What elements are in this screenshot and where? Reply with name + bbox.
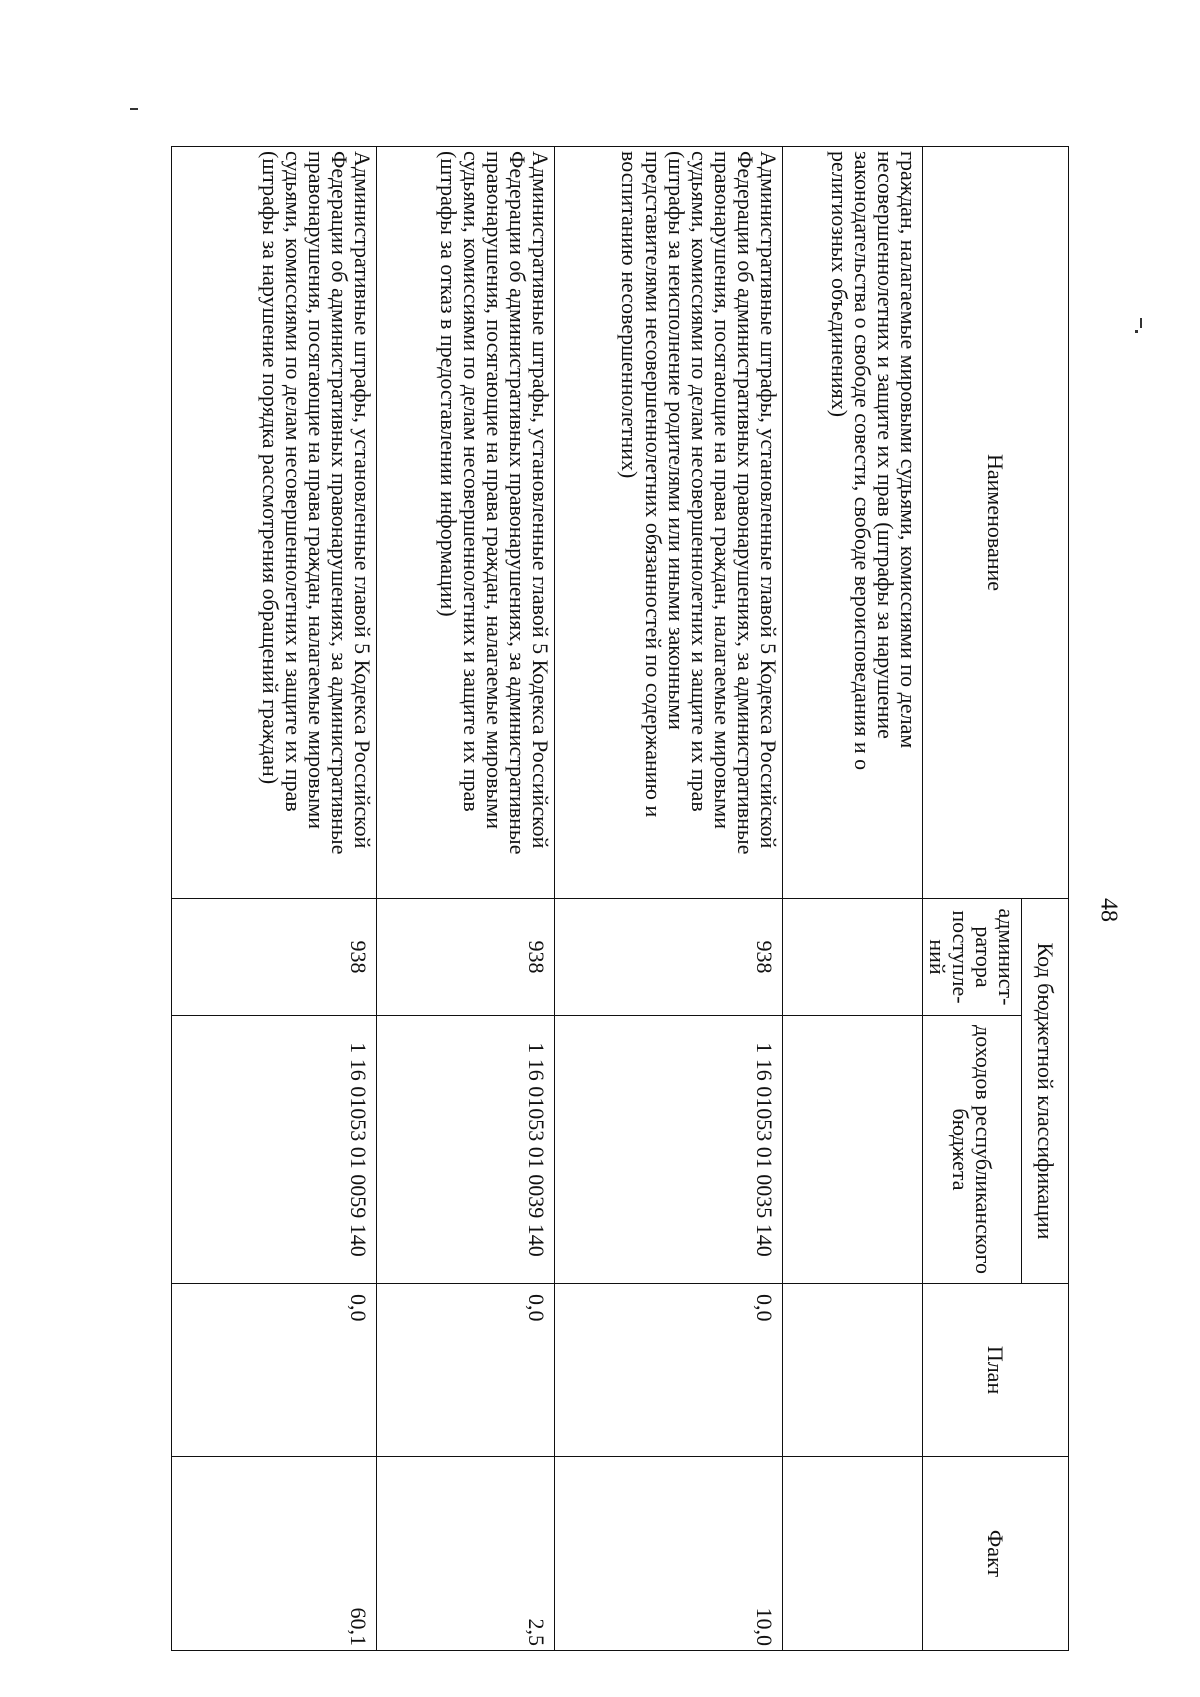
row-plan [783,1284,923,1457]
row-name: Административные штрафы, установленные главой 5 Кодекса Российской Федерации об административных правонарушениях, за административные правонарушения, посягающие на права граждан, налагаемые мировыми судьями, комиссиями по делам несовершеннолетних и защите их прав (штрафы за неисполнение родителями или иными законными представителями несовершеннолетних обязанностей по содержанию и воспитанию несовершеннолетних) [555,147,783,899]
row-admin-code: 938 [377,899,555,1016]
scan-speck [1135,330,1138,333]
page-number: 48 [1095,898,1122,922]
row-name: Административные штрафы, установленные главой 5 Кодекса Российской Федерации об административных правонарушениях, за административные правонарушения, посягающие на права граждан, налагаемые мировыми судьями, комиссиями по делам несовершеннолетних и защите их прав (штрафы за нарушение порядка рассмотрения обращений граждан) [172,147,377,899]
scan-speck [1140,318,1142,328]
scan-speck [130,108,138,110]
header-name: Наименование [923,147,1069,899]
header-income: доходов республиканского бюджета [923,1016,1022,1284]
row-plan: 0,0 [377,1284,555,1457]
table-row [172,147,377,1651]
row-plan: 0,0 [172,1284,377,1457]
row-fact: 2,5 [377,1457,555,1651]
row-income-code [783,1016,923,1284]
row-income-code: 1 16 01053 01 0059 140 [172,1016,377,1284]
header-fact: Факт [923,1457,1069,1651]
row-fact: 10,0 [555,1457,783,1651]
header-plan: План [923,1284,1069,1457]
row-income-code: 1 16 01053 01 0039 140 [377,1016,555,1284]
table-row [377,147,555,1651]
row-name: граждан, налагаемые мировыми судьями, комиссиями по делам несовершеннолетних и защите их прав (штрафы за нарушение законодательства о свободе совести, свободе вероисповедания и о религиозных объединениях) [783,147,923,899]
header-admin: админист-ратора поступле-ний [923,899,1022,1016]
rotated-table-page [172,146,1069,1650]
header-code-group: Код бюджетной классификации [1022,899,1069,1284]
budget-table [171,146,1069,1651]
row-fact [783,1457,923,1651]
row-fact: 60,1 [172,1457,377,1651]
row-admin-code [783,899,923,1016]
row-name: Административные штрафы, установленные главой 5 Кодекса Российской Федерации об административных правонарушениях, за административные правонарушения, посягающие на права граждан, налагаемые мировыми судьями, комиссиями по делам несовершеннолетних и защите их прав (штрафы за отказ в предоставлении информации) [377,147,555,899]
row-admin-code: 938 [555,899,783,1016]
table-row [783,147,923,1651]
table-row [555,147,783,1651]
row-admin-code: 938 [172,899,377,1016]
row-plan: 0,0 [555,1284,783,1457]
row-income-code: 1 16 01053 01 0035 140 [555,1016,783,1284]
